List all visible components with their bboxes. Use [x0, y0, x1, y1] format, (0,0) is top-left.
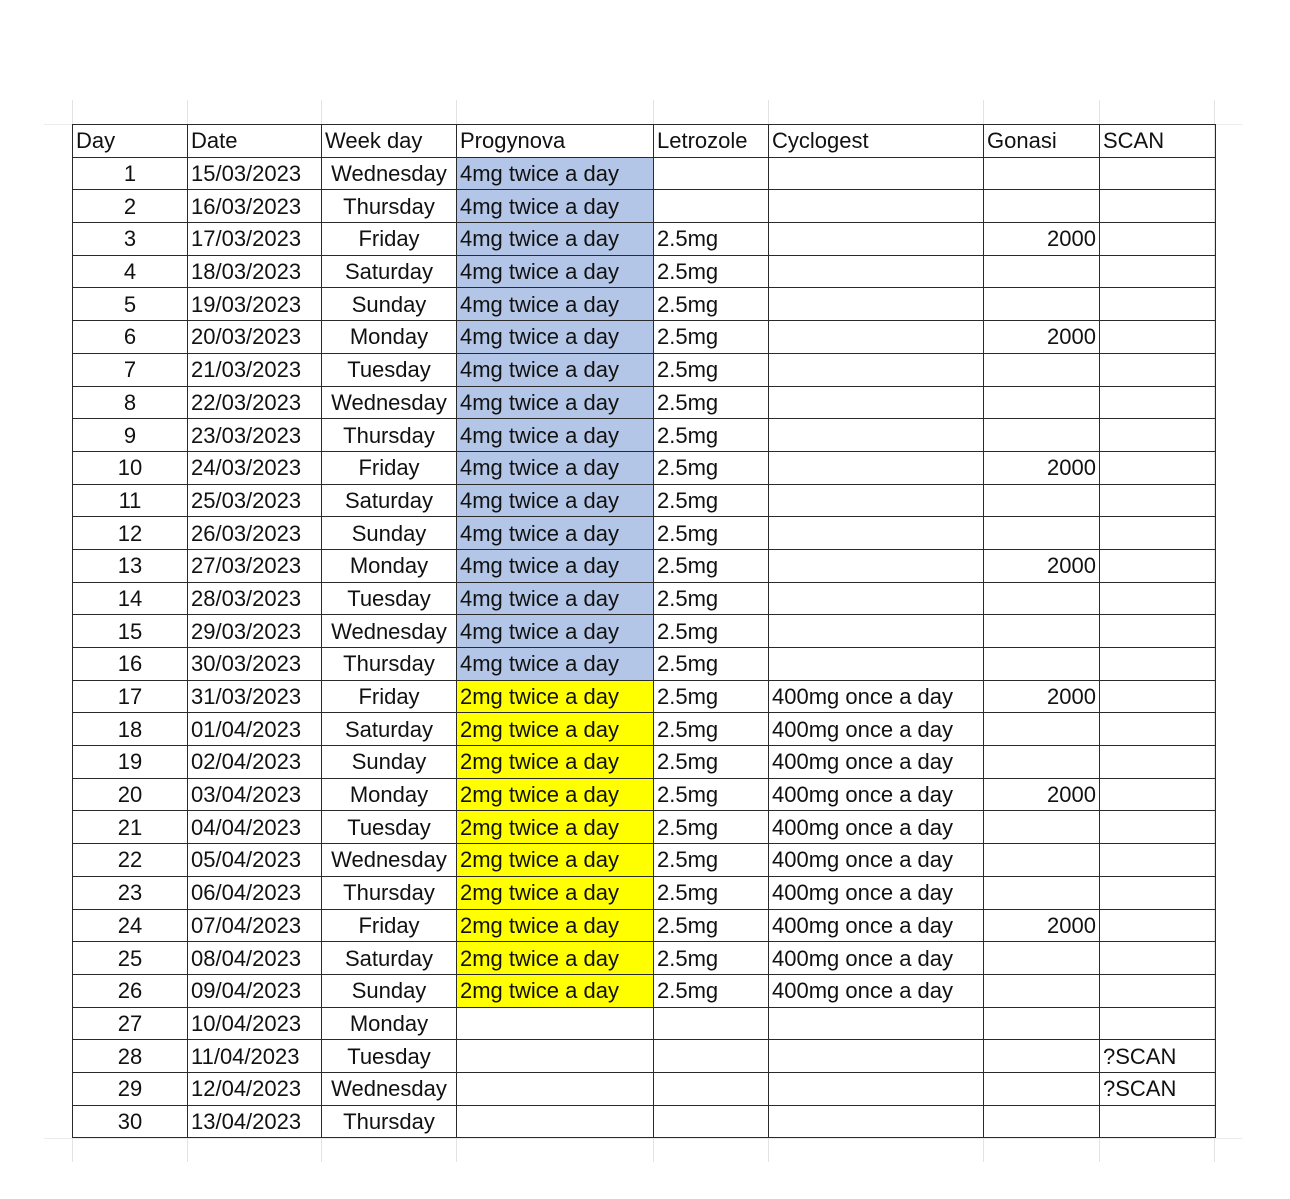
day-cell[interactable]: 10	[73, 451, 188, 484]
table-row	[73, 942, 1216, 975]
progynova-cell[interactable]: 2mg twice a day	[457, 909, 654, 942]
scan-cell[interactable]	[1100, 778, 1216, 811]
weekday-cell[interactable]: Thursday	[322, 190, 457, 223]
letrozole-cell[interactable]: 2.5mg	[654, 974, 769, 1007]
weekday-cell[interactable]: Tuesday	[322, 582, 457, 615]
gonasi-cell[interactable]	[984, 353, 1100, 386]
cyclogest-cell[interactable]	[769, 386, 984, 419]
letrozole-cell[interactable]: 2.5mg	[654, 876, 769, 909]
letrozole-cell[interactable]: 2.5mg	[654, 288, 769, 321]
gonasi-cell[interactable]	[984, 288, 1100, 321]
scan-cell[interactable]	[1100, 288, 1216, 321]
cyclogest-cell[interactable]: 400mg once a day	[769, 680, 984, 713]
date-cell[interactable]: 20/03/2023	[188, 321, 322, 354]
weekday-cell[interactable]: Wednesday	[322, 157, 457, 190]
weekday-cell[interactable]: Sunday	[322, 517, 457, 550]
gonasi-cell[interactable]	[984, 974, 1100, 1007]
progynova-cell[interactable]: 2mg twice a day	[457, 974, 654, 1007]
cyclogest-cell[interactable]	[769, 353, 984, 386]
day-cell[interactable]: 4	[73, 255, 188, 288]
progynova-cell[interactable]: 2mg twice a day	[457, 680, 654, 713]
date-cell[interactable]: 17/03/2023	[188, 223, 322, 256]
gonasi-cell[interactable]	[984, 419, 1100, 452]
scan-cell[interactable]	[1100, 1105, 1216, 1138]
gonasi-cell[interactable]	[984, 746, 1100, 779]
cyclogest-cell[interactable]	[769, 648, 984, 681]
progynova-cell[interactable]: 4mg twice a day	[457, 582, 654, 615]
date-cell[interactable]: 31/03/2023	[188, 680, 322, 713]
letrozole-cell[interactable]: 2.5mg	[654, 713, 769, 746]
gonasi-cell[interactable]: 2000	[984, 680, 1100, 713]
gonasi-cell[interactable]	[984, 484, 1100, 517]
day-cell[interactable]: 13	[73, 549, 188, 582]
scan-cell[interactable]	[1100, 746, 1216, 779]
gonasi-cell[interactable]	[984, 255, 1100, 288]
day-cell[interactable]: 22	[73, 844, 188, 877]
day-cell[interactable]: 15	[73, 615, 188, 648]
progynova-cell[interactable]: 4mg twice a day	[457, 321, 654, 354]
gonasi-cell[interactable]: 2000	[984, 549, 1100, 582]
weekday-cell[interactable]: Tuesday	[322, 811, 457, 844]
date-cell[interactable]: 11/04/2023	[188, 1040, 322, 1073]
date-cell[interactable]: 26/03/2023	[188, 517, 322, 550]
date-cell[interactable]: 25/03/2023	[188, 484, 322, 517]
progynova-cell[interactable]: 4mg twice a day	[457, 288, 654, 321]
cyclogest-cell[interactable]	[769, 1072, 984, 1105]
date-cell[interactable]: 08/04/2023	[188, 942, 322, 975]
table-row	[73, 1105, 1216, 1138]
table-row	[73, 648, 1216, 681]
weekday-cell[interactable]: Saturday	[322, 484, 457, 517]
day-cell[interactable]: 19	[73, 746, 188, 779]
scan-cell[interactable]	[1100, 484, 1216, 517]
progynova-cell[interactable]	[457, 1040, 654, 1073]
progynova-cell[interactable]: 4mg twice a day	[457, 190, 654, 223]
date-cell[interactable]: 15/03/2023	[188, 157, 322, 190]
cyclogest-cell[interactable]	[769, 549, 984, 582]
cyclogest-cell[interactable]	[769, 255, 984, 288]
table-row	[73, 680, 1216, 713]
weekday-cell[interactable]: Friday	[322, 680, 457, 713]
day-cell[interactable]: 12	[73, 517, 188, 550]
progynova-cell[interactable]	[457, 1105, 654, 1138]
weekday-cell[interactable]: Wednesday	[322, 386, 457, 419]
day-cell[interactable]: 6	[73, 321, 188, 354]
progynova-cell[interactable]: 2mg twice a day	[457, 713, 654, 746]
day-cell[interactable]: 30	[73, 1105, 188, 1138]
day-cell[interactable]: 17	[73, 680, 188, 713]
scan-cell[interactable]	[1100, 157, 1216, 190]
progynova-cell[interactable]: 4mg twice a day	[457, 484, 654, 517]
weekday-cell[interactable]: Saturday	[322, 713, 457, 746]
date-cell[interactable]: 03/04/2023	[188, 778, 322, 811]
table-row	[73, 223, 1216, 256]
table-row	[73, 876, 1216, 909]
cyclogest-cell[interactable]	[769, 1040, 984, 1073]
weekday-cell[interactable]: Thursday	[322, 419, 457, 452]
cyclogest-cell[interactable]: 400mg once a day	[769, 811, 984, 844]
date-cell[interactable]: 10/04/2023	[188, 1007, 322, 1040]
date-cell[interactable]: 21/03/2023	[188, 353, 322, 386]
letrozole-cell[interactable]: 2.5mg	[654, 223, 769, 256]
progynova-cell[interactable]: 2mg twice a day	[457, 876, 654, 909]
table-row	[73, 974, 1216, 1007]
scan-cell[interactable]: ?SCAN	[1100, 1072, 1216, 1105]
day-cell[interactable]: 23	[73, 876, 188, 909]
medication-schedule-table	[72, 124, 1216, 1138]
table-row	[73, 451, 1216, 484]
gonasi-cell[interactable]: 2000	[984, 909, 1100, 942]
letrozole-cell[interactable]: 2.5mg	[654, 648, 769, 681]
table-row	[73, 811, 1216, 844]
scan-cell[interactable]	[1100, 190, 1216, 223]
scan-cell[interactable]	[1100, 615, 1216, 648]
date-cell[interactable]: 16/03/2023	[188, 190, 322, 223]
date-cell[interactable]: 01/04/2023	[188, 713, 322, 746]
cyclogest-cell[interactable]	[769, 419, 984, 452]
weekday-cell[interactable]: Wednesday	[322, 844, 457, 877]
cyclogest-cell[interactable]	[769, 1007, 984, 1040]
date-cell[interactable]: 06/04/2023	[188, 876, 322, 909]
gonasi-cell[interactable]	[984, 1007, 1100, 1040]
table-row	[73, 484, 1216, 517]
scan-cell[interactable]	[1100, 223, 1216, 256]
date-cell[interactable]: 12/04/2023	[188, 1072, 322, 1105]
table-row	[73, 157, 1216, 190]
header-cell-letrozole[interactable]: Letrozole	[654, 125, 769, 158]
date-cell[interactable]: 18/03/2023	[188, 255, 322, 288]
table-row	[73, 386, 1216, 419]
weekday-cell[interactable]: Monday	[322, 321, 457, 354]
letrozole-cell[interactable]: 2.5mg	[654, 778, 769, 811]
day-cell[interactable]: 1	[73, 157, 188, 190]
letrozole-cell[interactable]: 2.5mg	[654, 549, 769, 582]
table-row	[73, 1007, 1216, 1040]
cyclogest-cell[interactable]: 400mg once a day	[769, 844, 984, 877]
cyclogest-cell[interactable]	[769, 321, 984, 354]
day-cell[interactable]: 7	[73, 353, 188, 386]
weekday-cell[interactable]: Monday	[322, 778, 457, 811]
header-cell-scan[interactable]: SCAN	[1100, 125, 1216, 158]
day-cell[interactable]: 20	[73, 778, 188, 811]
cyclogest-cell[interactable]	[769, 451, 984, 484]
scan-cell[interactable]	[1100, 680, 1216, 713]
scan-cell[interactable]	[1100, 353, 1216, 386]
table-row	[73, 909, 1216, 942]
gonasi-cell[interactable]	[984, 876, 1100, 909]
cyclogest-cell[interactable]: 400mg once a day	[769, 713, 984, 746]
gonasi-cell[interactable]	[984, 582, 1100, 615]
gonasi-cell[interactable]: 2000	[984, 223, 1100, 256]
date-cell[interactable]: 09/04/2023	[188, 974, 322, 1007]
progynova-cell[interactable]: 2mg twice a day	[457, 746, 654, 779]
day-cell[interactable]: 28	[73, 1040, 188, 1073]
weekday-cell[interactable]: Monday	[322, 1007, 457, 1040]
scan-cell[interactable]	[1100, 321, 1216, 354]
date-cell[interactable]: 02/04/2023	[188, 746, 322, 779]
scan-cell[interactable]	[1100, 713, 1216, 746]
cyclogest-cell[interactable]: 400mg once a day	[769, 909, 984, 942]
progynova-cell[interactable]: 4mg twice a day	[457, 615, 654, 648]
weekday-cell[interactable]: Saturday	[322, 255, 457, 288]
weekday-cell[interactable]: Sunday	[322, 746, 457, 779]
date-cell[interactable]: 30/03/2023	[188, 648, 322, 681]
progynova-cell[interactable]: 4mg twice a day	[457, 386, 654, 419]
day-cell[interactable]: 25	[73, 942, 188, 975]
day-cell[interactable]: 3	[73, 223, 188, 256]
cyclogest-cell[interactable]	[769, 288, 984, 321]
gonasi-cell[interactable]: 2000	[984, 321, 1100, 354]
scan-cell[interactable]	[1100, 876, 1216, 909]
letrozole-cell[interactable]: 2.5mg	[654, 386, 769, 419]
header-cell-gonasi[interactable]: Gonasi	[984, 125, 1100, 158]
cyclogest-cell[interactable]: 400mg once a day	[769, 876, 984, 909]
gonasi-cell[interactable]	[984, 1040, 1100, 1073]
letrozole-cell[interactable]: 2.5mg	[654, 582, 769, 615]
table-row	[73, 255, 1216, 288]
table-row	[73, 549, 1216, 582]
letrozole-cell[interactable]: 2.5mg	[654, 517, 769, 550]
table-row	[73, 746, 1216, 779]
cyclogest-cell[interactable]	[769, 190, 984, 223]
progynova-cell[interactable]: 2mg twice a day	[457, 844, 654, 877]
cyclogest-cell[interactable]	[769, 582, 984, 615]
letrozole-cell[interactable]: 2.5mg	[654, 746, 769, 779]
cyclogest-cell[interactable]	[769, 223, 984, 256]
table-row	[73, 778, 1216, 811]
scan-cell[interactable]	[1100, 909, 1216, 942]
gonasi-cell[interactable]	[984, 1105, 1100, 1138]
date-cell[interactable]: 23/03/2023	[188, 419, 322, 452]
gonasi-cell[interactable]	[984, 713, 1100, 746]
scan-cell[interactable]	[1100, 255, 1216, 288]
letrozole-cell[interactable]	[654, 1007, 769, 1040]
gonasi-cell[interactable]	[984, 386, 1100, 419]
weekday-cell[interactable]: Saturday	[322, 942, 457, 975]
progynova-cell[interactable]	[457, 1072, 654, 1105]
table-row	[73, 582, 1216, 615]
letrozole-cell[interactable]: 2.5mg	[654, 419, 769, 452]
gonasi-cell[interactable]: 2000	[984, 778, 1100, 811]
letrozole-cell[interactable]	[654, 157, 769, 190]
scan-cell[interactable]	[1100, 974, 1216, 1007]
scan-cell[interactable]	[1100, 942, 1216, 975]
progynova-cell[interactable]: 4mg twice a day	[457, 419, 654, 452]
scan-cell[interactable]	[1100, 451, 1216, 484]
table-row	[73, 353, 1216, 386]
day-cell[interactable]: 9	[73, 419, 188, 452]
cyclogest-cell[interactable]: 400mg once a day	[769, 974, 984, 1007]
day-cell[interactable]: 21	[73, 811, 188, 844]
weekday-cell[interactable]: Friday	[322, 451, 457, 484]
weekday-cell[interactable]: Tuesday	[322, 353, 457, 386]
cyclogest-cell[interactable]	[769, 517, 984, 550]
day-cell[interactable]: 14	[73, 582, 188, 615]
gonasi-cell[interactable]	[984, 190, 1100, 223]
table-row	[73, 713, 1216, 746]
gonasi-cell[interactable]	[984, 615, 1100, 648]
gonasi-cell[interactable]	[984, 844, 1100, 877]
header-cell-weekday[interactable]: Week day	[322, 125, 457, 158]
letrozole-cell[interactable]: 2.5mg	[654, 909, 769, 942]
progynova-cell[interactable]: 4mg twice a day	[457, 255, 654, 288]
date-cell[interactable]: 13/04/2023	[188, 1105, 322, 1138]
scan-cell[interactable]	[1100, 811, 1216, 844]
date-cell[interactable]: 28/03/2023	[188, 582, 322, 615]
day-cell[interactable]: 27	[73, 1007, 188, 1040]
letrozole-cell[interactable]: 2.5mg	[654, 255, 769, 288]
letrozole-cell[interactable]: 2.5mg	[654, 844, 769, 877]
header-cell-day[interactable]: Day	[73, 125, 188, 158]
cyclogest-cell[interactable]: 400mg once a day	[769, 778, 984, 811]
weekday-cell[interactable]: Friday	[322, 909, 457, 942]
progynova-cell[interactable]	[457, 1007, 654, 1040]
weekday-cell[interactable]: Thursday	[322, 876, 457, 909]
scan-cell[interactable]	[1100, 386, 1216, 419]
progynova-cell[interactable]: 4mg twice a day	[457, 648, 654, 681]
progynova-cell[interactable]: 4mg twice a day	[457, 157, 654, 190]
letrozole-cell[interactable]: 2.5mg	[654, 942, 769, 975]
day-cell[interactable]: 16	[73, 648, 188, 681]
table-row	[73, 1072, 1216, 1105]
gonasi-cell[interactable]	[984, 811, 1100, 844]
date-cell[interactable]: 05/04/2023	[188, 844, 322, 877]
date-cell[interactable]: 19/03/2023	[188, 288, 322, 321]
table-row	[73, 190, 1216, 223]
scan-cell[interactable]	[1100, 582, 1216, 615]
cyclogest-cell[interactable]	[769, 615, 984, 648]
letrozole-cell[interactable]: 2.5mg	[654, 680, 769, 713]
progynova-cell[interactable]: 2mg twice a day	[457, 811, 654, 844]
letrozole-cell[interactable]: 2.5mg	[654, 321, 769, 354]
day-cell[interactable]: 5	[73, 288, 188, 321]
day-cell[interactable]: 8	[73, 386, 188, 419]
letrozole-cell[interactable]: 2.5mg	[654, 484, 769, 517]
weekday-cell[interactable]: Wednesday	[322, 615, 457, 648]
header-cell-cyclogest[interactable]: Cyclogest	[769, 125, 984, 158]
weekday-cell[interactable]: Tuesday	[322, 1040, 457, 1073]
gonasi-cell[interactable]	[984, 942, 1100, 975]
date-cell[interactable]: 29/03/2023	[188, 615, 322, 648]
table-row	[73, 321, 1216, 354]
weekday-cell[interactable]: Wednesday	[322, 1072, 457, 1105]
day-cell[interactable]: 11	[73, 484, 188, 517]
progynova-cell[interactable]: 4mg twice a day	[457, 451, 654, 484]
scan-cell[interactable]	[1100, 419, 1216, 452]
weekday-cell[interactable]: Friday	[322, 223, 457, 256]
table-row	[73, 517, 1216, 550]
letrozole-cell[interactable]	[654, 1072, 769, 1105]
progynova-cell[interactable]: 4mg twice a day	[457, 549, 654, 582]
letrozole-cell[interactable]	[654, 1105, 769, 1138]
letrozole-cell[interactable]: 2.5mg	[654, 353, 769, 386]
gonasi-cell[interactable]: 2000	[984, 451, 1100, 484]
letrozole-cell[interactable]: 2.5mg	[654, 811, 769, 844]
day-cell[interactable]: 26	[73, 974, 188, 1007]
day-cell[interactable]: 2	[73, 190, 188, 223]
cyclogest-cell[interactable]	[769, 1105, 984, 1138]
scan-cell[interactable]	[1100, 1007, 1216, 1040]
letrozole-cell[interactable]	[654, 1040, 769, 1073]
weekday-cell[interactable]: Thursday	[322, 1105, 457, 1138]
progynova-cell[interactable]: 2mg twice a day	[457, 778, 654, 811]
progynova-cell[interactable]: 2mg twice a day	[457, 942, 654, 975]
day-cell[interactable]: 24	[73, 909, 188, 942]
date-cell[interactable]: 07/04/2023	[188, 909, 322, 942]
date-cell[interactable]: 27/03/2023	[188, 549, 322, 582]
date-cell[interactable]: 04/04/2023	[188, 811, 322, 844]
header-cell-progynova[interactable]: Progynova	[457, 125, 654, 158]
table-row	[73, 419, 1216, 452]
progynova-cell[interactable]: 4mg twice a day	[457, 517, 654, 550]
gonasi-cell[interactable]	[984, 1072, 1100, 1105]
letrozole-cell[interactable]: 2.5mg	[654, 615, 769, 648]
table-row	[73, 615, 1216, 648]
cyclogest-cell[interactable]	[769, 484, 984, 517]
scan-cell[interactable]	[1100, 549, 1216, 582]
header-cell-date[interactable]: Date	[188, 125, 322, 158]
cyclogest-cell[interactable]: 400mg once a day	[769, 746, 984, 779]
letrozole-cell[interactable]	[654, 190, 769, 223]
weekday-cell[interactable]: Thursday	[322, 648, 457, 681]
gonasi-cell[interactable]	[984, 517, 1100, 550]
scan-cell[interactable]	[1100, 844, 1216, 877]
scan-cell[interactable]	[1100, 517, 1216, 550]
weekday-cell[interactable]: Sunday	[322, 974, 457, 1007]
scan-cell[interactable]: ?SCAN	[1100, 1040, 1216, 1073]
date-cell[interactable]: 22/03/2023	[188, 386, 322, 419]
gonasi-cell[interactable]	[984, 157, 1100, 190]
gonasi-cell[interactable]	[984, 648, 1100, 681]
day-cell[interactable]: 18	[73, 713, 188, 746]
weekday-cell[interactable]: Sunday	[322, 288, 457, 321]
scan-cell[interactable]	[1100, 648, 1216, 681]
progynova-cell[interactable]: 4mg twice a day	[457, 353, 654, 386]
day-cell[interactable]: 29	[73, 1072, 188, 1105]
cyclogest-cell[interactable]	[769, 157, 984, 190]
table-row	[73, 288, 1216, 321]
weekday-cell[interactable]: Monday	[322, 549, 457, 582]
table-row	[73, 1040, 1216, 1073]
letrozole-cell[interactable]: 2.5mg	[654, 451, 769, 484]
header-row	[73, 125, 1216, 158]
progynova-cell[interactable]: 4mg twice a day	[457, 223, 654, 256]
cyclogest-cell[interactable]: 400mg once a day	[769, 942, 984, 975]
date-cell[interactable]: 24/03/2023	[188, 451, 322, 484]
table-row	[73, 844, 1216, 877]
